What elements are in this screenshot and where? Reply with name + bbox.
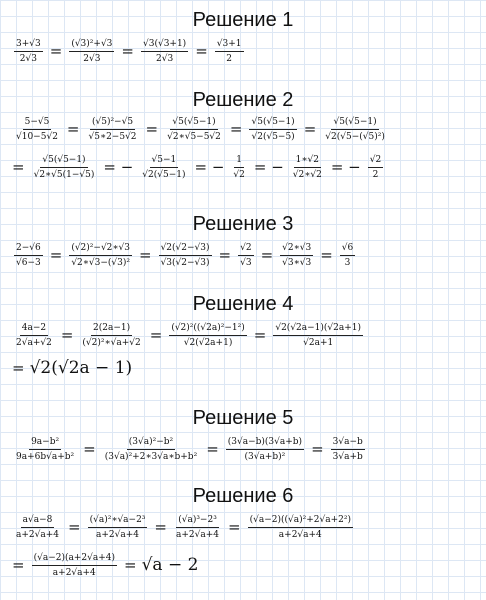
fraction: $\frac{1}{√2}$ [233, 155, 245, 180]
equals-sign: = [145, 120, 159, 138]
solution-4-equation-line-1 [12, 322, 365, 349]
fraction: $\frac{1∗√2}{√2∗√2}$ [292, 155, 322, 180]
solution-2-equation-line-2 [12, 154, 385, 181]
equals-minus-sign: = − [194, 158, 225, 176]
fraction: $\frac{√5(√5-1)}{\text{√2(√5−(√5)²)}}$ [325, 117, 385, 142]
equals-sign: = [253, 326, 267, 344]
solution-6-equation-line-1 [12, 514, 355, 541]
fraction: $\frac{\text{(√a)²∗√a−2³}}{a+2√a+4}$ [89, 515, 146, 540]
fraction: $\frac{√6}{3}$ [341, 243, 354, 268]
equals-minus-sign: = − [103, 158, 134, 176]
fraction: $\frac{√2(√2a-1)(√2a+1)}{√2a+1}$ [275, 323, 362, 348]
fraction: $\frac{√5(√5-1)}{√2(√5-5)}$ [251, 117, 295, 142]
fraction: $\frac{\text{(√3)²+√3}}{2√3}$ [71, 39, 113, 64]
equals-sign: = [154, 518, 167, 536]
equals-sign: = [68, 518, 81, 536]
fraction: $\frac{(√a-2)(a+2√a+4)}{a+2√a+4}$ [33, 553, 115, 578]
fraction: $\frac{4a-2}{2√a+√2}$ [16, 323, 52, 348]
equals-sign: = [12, 359, 25, 377]
solution-3-equation [12, 242, 357, 269]
fraction: $\frac{√5-1}{√2(√5-1)}$ [142, 155, 186, 180]
final-result: √2(√2a − 1) [29, 358, 133, 378]
equals-sign: = [12, 556, 25, 574]
solution-3-title: Решение 3 [192, 213, 294, 235]
equals-sign: = [218, 246, 232, 264]
equals-sign: = [138, 246, 152, 264]
equals-sign: = [228, 518, 241, 536]
equals-sign: = [12, 158, 25, 176]
equals-sign: = [303, 120, 317, 138]
fraction: $\frac{\text{9a−b²}}{\text{9a+6b√a+b²}}$ [16, 437, 75, 462]
solution-6-title: Решение 6 [192, 485, 294, 507]
fraction: $\frac{√5(√5-1)}{√2∗√5-5√2}$ [167, 117, 221, 142]
equals-sign: = [83, 440, 96, 458]
equals-sign: = [149, 326, 163, 344]
fraction: $\frac{√3(√3+1)}{2√3}$ [142, 39, 187, 64]
equals-sign: = [49, 246, 63, 264]
solution-4-title: Решение 4 [192, 293, 294, 315]
fraction: $\frac{\text{(√a−2)((√a)²+2√a+2²)}}{a+2√a+4}$ [249, 515, 351, 540]
equals-sign: = [121, 42, 134, 60]
fraction: $\frac{√3+1}{2}$ [216, 39, 242, 64]
equals-minus-sign: = − [253, 158, 284, 176]
solution-1-equation [12, 38, 246, 65]
equals-sign: = [229, 120, 243, 138]
fraction: $\frac{a√a-8}{a+2√a+4}$ [16, 515, 60, 540]
fraction: $\frac{\text{(√2)²((√2a)²−1²)}}{√2(√2a+1)}$ [171, 323, 245, 348]
final-result: √a − 2 [141, 555, 199, 575]
equals-sign: = [60, 326, 74, 344]
solution-4-equation-line-2 [12, 360, 132, 377]
equals-minus-sign: = − [330, 158, 361, 176]
fraction: $\frac{\text{(3√a)²−b²}}{\text{(3√a)²+2∗3√a∗b+b²}}$ [104, 437, 198, 462]
fraction: $\frac{2(2a-1)}{\text{(√2)²∗√a+√2}}$ [82, 323, 141, 348]
fraction: $\frac{\text{(√2)²−√2∗√3}}{\text{√2∗√3−(√3)²}}$ [71, 243, 130, 268]
equals-sign: = [195, 42, 208, 60]
fraction: $\frac{√2∗√3}{√3∗√3}$ [282, 243, 312, 268]
fraction: $\frac{√2(√2-√3)}{√3(√2-√3)}$ [160, 243, 210, 268]
solution-2-equation-line-1 [12, 116, 389, 143]
equals-sign: = [260, 246, 274, 264]
equals-sign: = [311, 440, 324, 458]
fraction: $\frac{√2}{√3}$ [240, 243, 252, 268]
fraction: $\frac{\text{(√a)³−2³}}{a+2√a+4}$ [176, 515, 220, 540]
fraction: $\frac{3√a-b}{3√a+b}$ [332, 437, 363, 462]
equals-sign: = [206, 440, 219, 458]
fraction: $\frac{\text{(√5)²−√5}}{√5∗2-5√2}$ [88, 117, 137, 142]
fraction: $\frac{3+√3}{2√3}$ [16, 39, 41, 64]
fraction: $\frac{5-√5}{√10-5√2}$ [16, 117, 58, 142]
solution-6-equation-line-2 [12, 552, 198, 579]
equals-sign: = [320, 246, 333, 264]
fraction: $\frac{(3√a-b)(3√a+b)}{\text{(3√a+b)²}}$ [227, 437, 303, 462]
fraction: $\frac{√5(√5-1)}{√2∗√5(1-√5)}$ [33, 155, 95, 180]
solution-5-title: Решение 5 [192, 407, 294, 429]
equals-sign: = [124, 556, 137, 574]
solution-1-title: Решение 1 [192, 9, 294, 31]
fraction: $\frac{√2}{2}$ [369, 155, 382, 180]
equals-sign: = [66, 120, 80, 138]
solution-2-title: Решение 2 [192, 89, 294, 111]
fraction: $\frac{2-√6}{√6-3}$ [16, 243, 41, 268]
solution-5-equation [12, 436, 367, 463]
equals-sign: = [49, 42, 63, 60]
